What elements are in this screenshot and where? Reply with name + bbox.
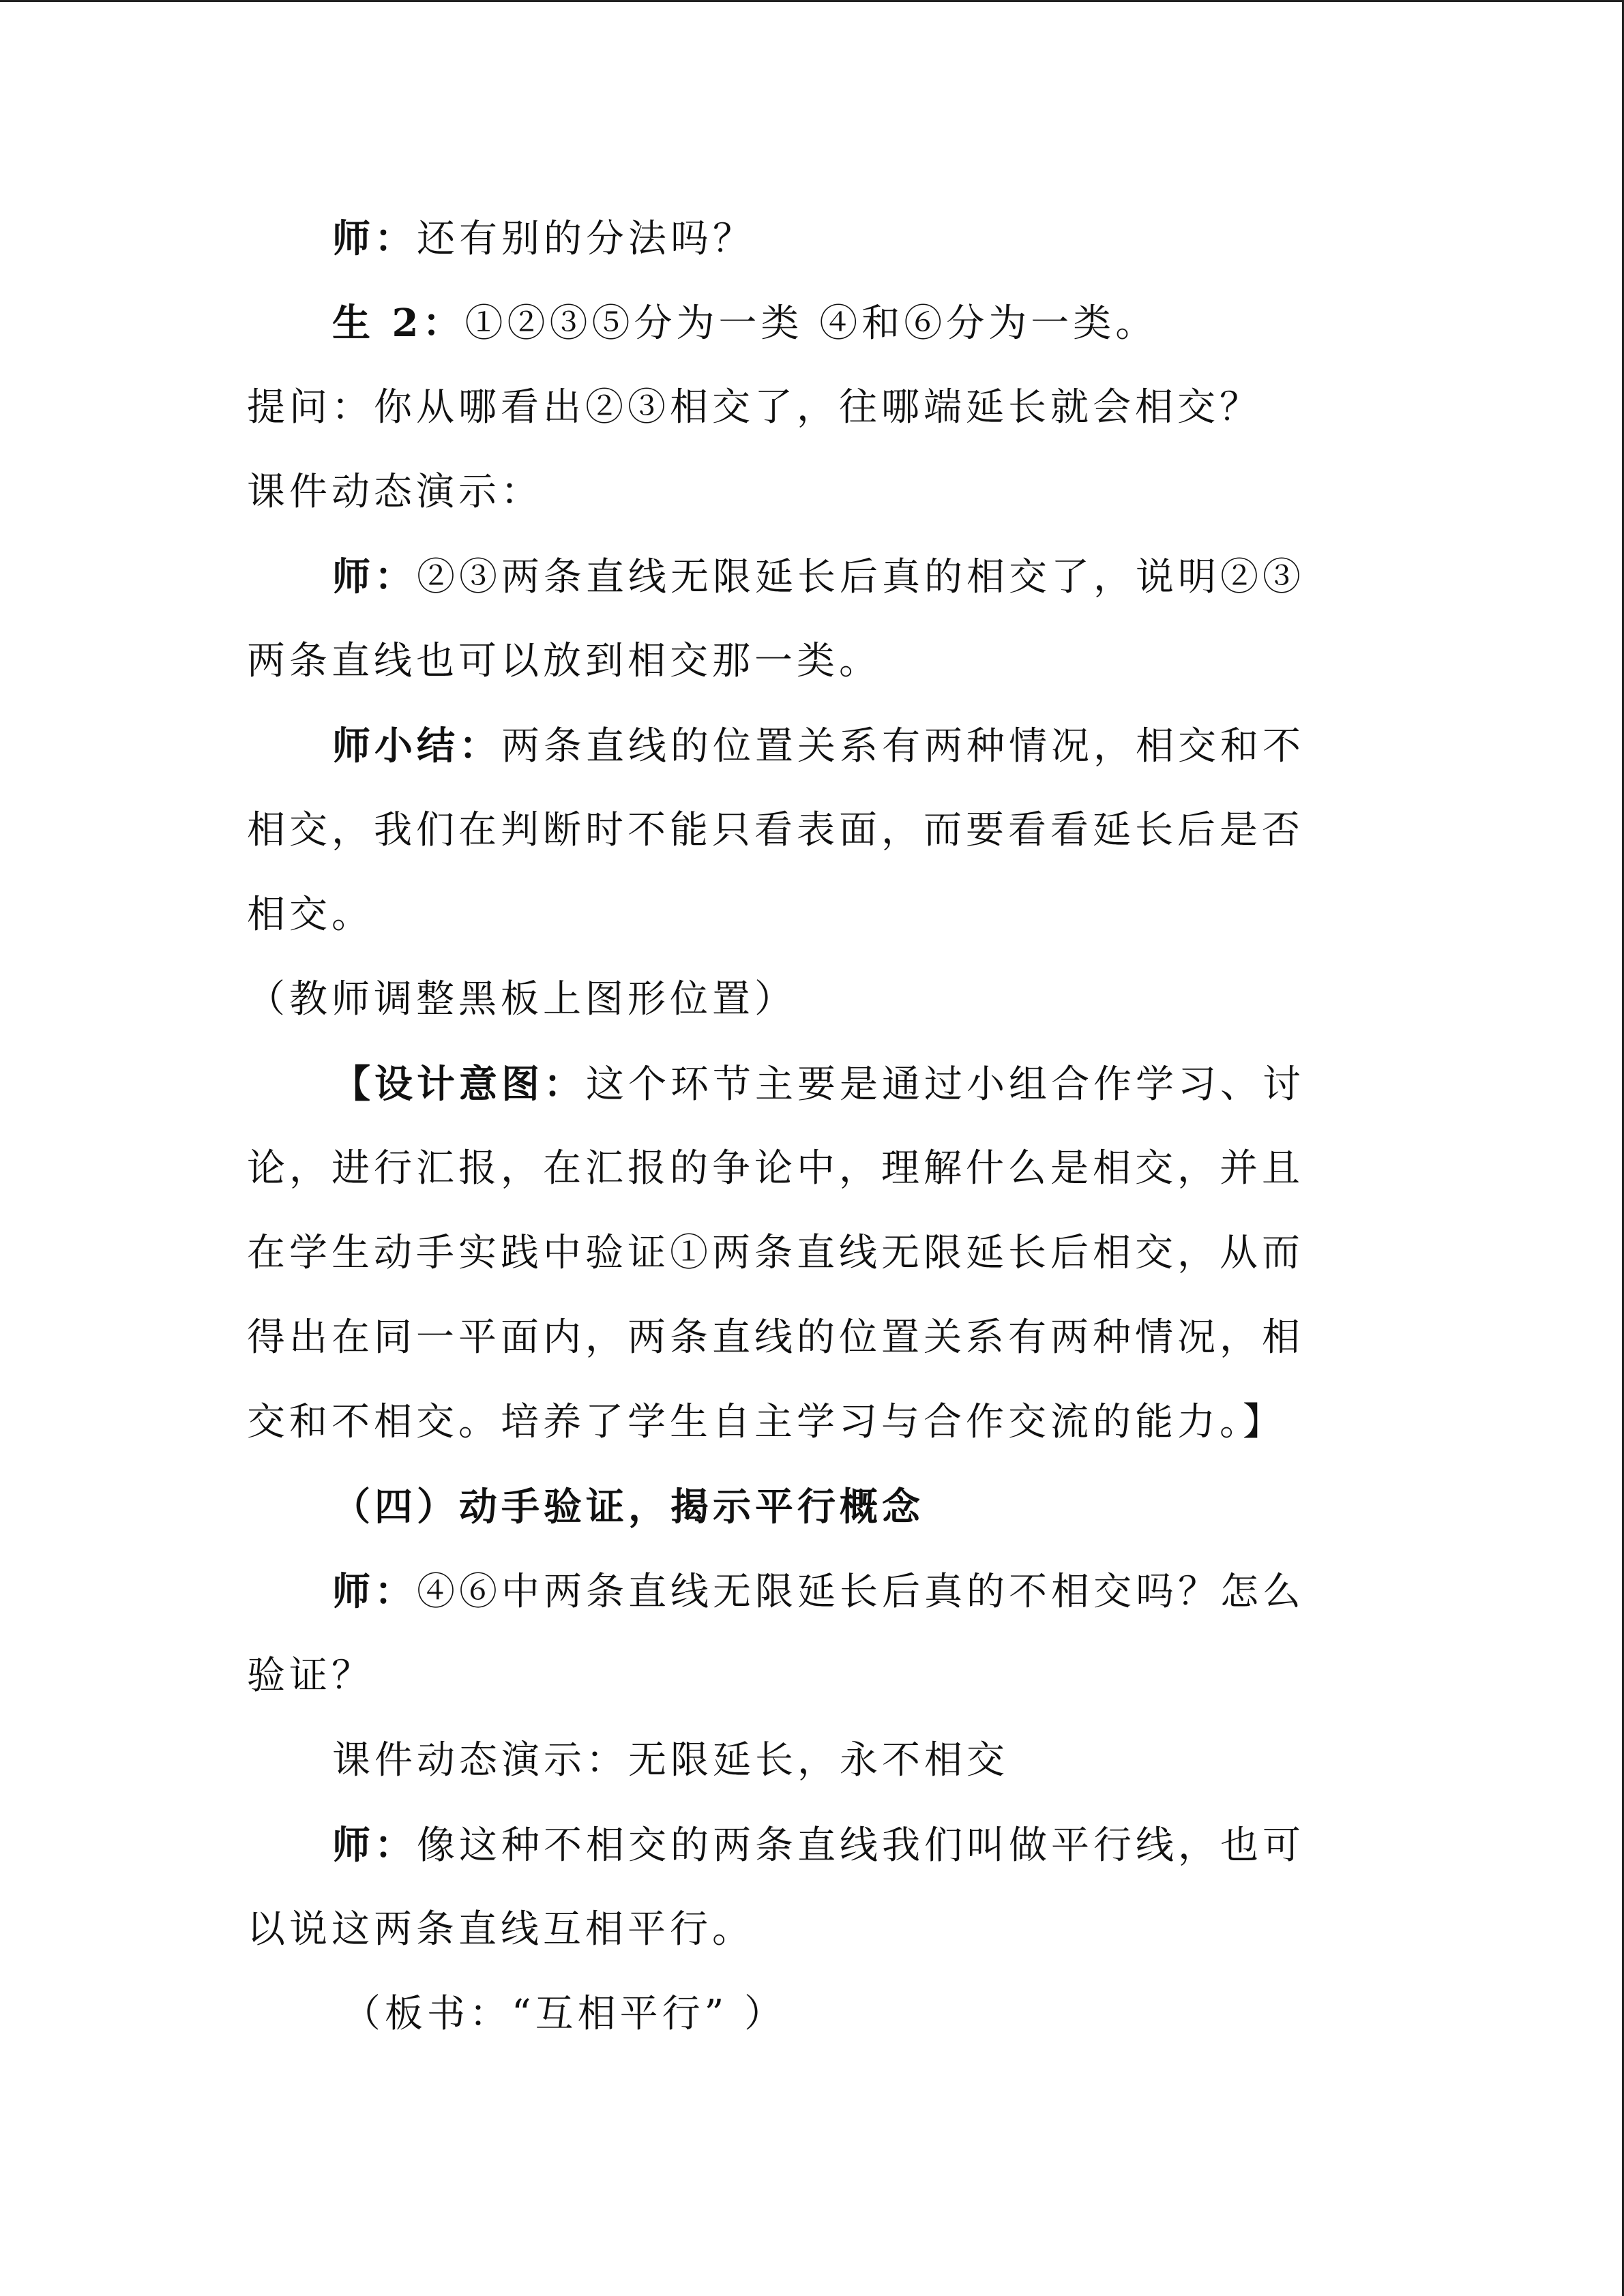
paragraph-line bbox=[247, 535, 1338, 619]
line-text: 课件动态演示：无限延长，永不相交 bbox=[332, 1738, 1009, 1783]
paragraph-line bbox=[247, 1972, 1338, 2057]
speaker-label: 师： bbox=[332, 1823, 417, 1868]
paragraph-line bbox=[247, 196, 1338, 281]
line-text: 交和不相交。培养了学生自主学习与合作交流的能力。】 bbox=[247, 1400, 1285, 1444]
line-text: 验证？ bbox=[247, 1654, 374, 1698]
section-heading bbox=[247, 1465, 1338, 1549]
speaker-label: 师： bbox=[332, 554, 417, 599]
paragraph-line bbox=[247, 704, 1338, 788]
line-text: （板书：“互相平行” ） bbox=[342, 1992, 787, 2036]
line-text: ②③两条直线无限延长后真的相交了，说明②③ bbox=[417, 555, 1305, 599]
paragraph-line bbox=[247, 1296, 1338, 1380]
line-text: 这个环节主要是通过小组合作学习、讨 bbox=[586, 1062, 1305, 1107]
paragraph-line bbox=[247, 788, 1338, 873]
line-text: 相交。 bbox=[247, 893, 374, 937]
speaker-label: 师小结： bbox=[332, 724, 501, 769]
section-heading-text: （四）动手验证，揭示平行概念 bbox=[332, 1485, 924, 1530]
line-text: 论，进行汇报，在汇报的争论中，理解什么是相交，并且 bbox=[247, 1146, 1304, 1191]
document-body bbox=[247, 196, 1338, 2057]
paragraph-line bbox=[247, 957, 1338, 1042]
paragraph-line bbox=[247, 366, 1338, 450]
line-text: 两条直线的位置关系有两种情况，相交和不 bbox=[501, 724, 1305, 769]
line-text: （教师调整黑板上图形位置） bbox=[247, 977, 797, 1022]
speaker-label: 师： bbox=[332, 1569, 417, 1614]
line-text: 相交，我们在判断时不能只看表面，而要看看延长后是否 bbox=[247, 808, 1304, 852]
paragraph-line bbox=[247, 1042, 1338, 1127]
paragraph-line bbox=[247, 1634, 1338, 1718]
paragraph-line bbox=[247, 1211, 1338, 1296]
line-text: 还有别的分法吗？ bbox=[417, 217, 755, 261]
paragraph-line bbox=[247, 1803, 1338, 1888]
line-text: 提问：你从哪看出②③相交了，往哪端延长就会相交？ bbox=[247, 385, 1262, 430]
line-text: 课件动态演示： bbox=[247, 470, 543, 514]
paragraph-line bbox=[247, 873, 1338, 957]
paragraph-line bbox=[247, 450, 1338, 535]
line-text: 以说这两条直线互相平行。 bbox=[247, 1907, 754, 1952]
paragraph-line bbox=[247, 281, 1338, 366]
line-text: 两条直线也可以放到相交那一类。 bbox=[247, 639, 881, 683]
speaker-label: 生 2： bbox=[332, 301, 465, 346]
line-text: 在学生动手实践中验证①两条直线无限延长后相交，从而 bbox=[247, 1231, 1304, 1275]
paragraph-line bbox=[247, 1888, 1338, 1972]
paragraph-line bbox=[247, 1549, 1338, 1634]
page-top-border bbox=[0, 0, 1624, 2]
paragraph-line bbox=[247, 1127, 1338, 1211]
paragraph-line bbox=[247, 1380, 1338, 1465]
speaker-label: 师： bbox=[332, 216, 417, 261]
paragraph-line bbox=[247, 1718, 1338, 1803]
design-intent-label: 【设计意图： bbox=[332, 1062, 586, 1107]
line-text: 得出在同一平面内，两条直线的位置关系有两种情况，相 bbox=[247, 1315, 1304, 1360]
line-text: 像这种不相交的两条直线我们叫做平行线，也可 bbox=[417, 1823, 1305, 1868]
line-text: ④⑥中两条直线无限延长后真的不相交吗？怎么 bbox=[417, 1570, 1305, 1614]
line-text: ①②③⑤分为一类 ④和⑥分为一类。 bbox=[464, 301, 1158, 346]
paragraph-line bbox=[247, 619, 1338, 704]
